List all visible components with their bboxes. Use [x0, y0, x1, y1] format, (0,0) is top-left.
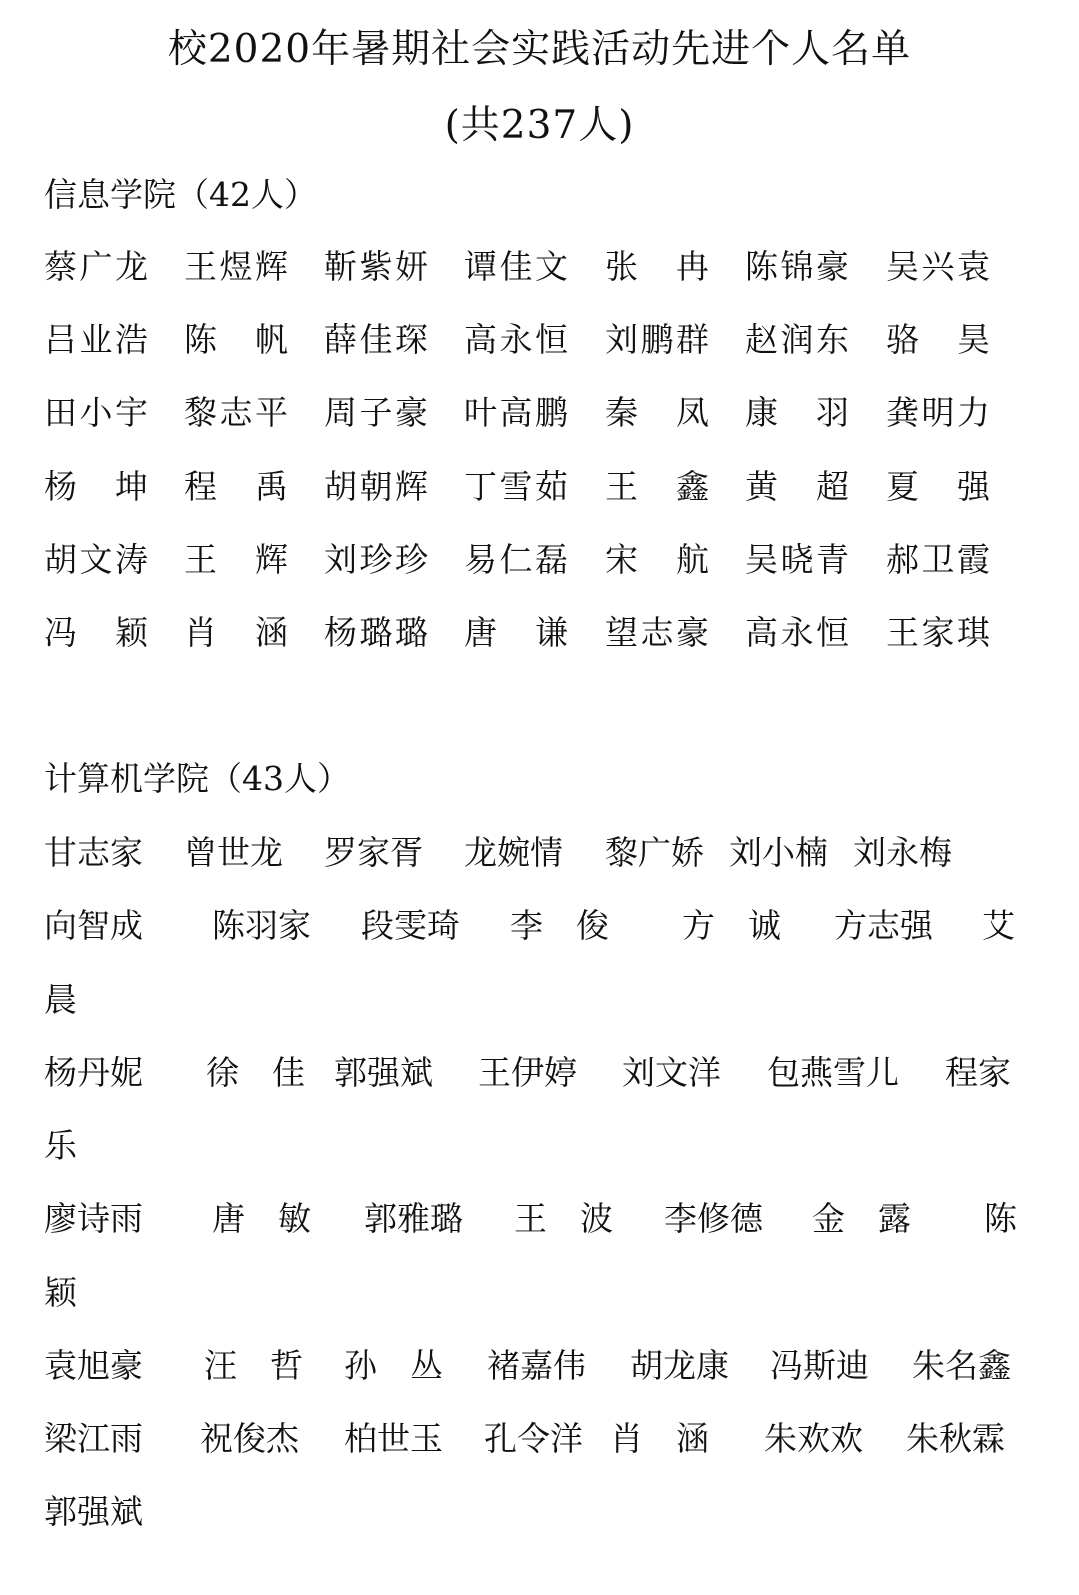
section-heading-info-college: 信息学院（42人） — [44, 175, 317, 214]
person-name: 汪 哲 — [204, 1346, 303, 1385]
person-name: 艾 — [982, 906, 1015, 945]
person-name: 蔡广龙 — [44, 247, 148, 286]
person-name: 方 诚 — [682, 906, 781, 945]
person-name: 黄超 — [745, 467, 849, 506]
person-name: 宋航 — [605, 540, 709, 579]
person-name: 靳紫妍 — [324, 247, 428, 286]
person-name: 田小宇 — [44, 393, 148, 432]
person-name: 肖 涵 — [610, 1419, 709, 1458]
person-name: 王 波 — [514, 1199, 613, 1238]
name-row — [0, 1419, 1079, 1462]
document-title: 校2020年暑期社会实践活动先进个人名单 — [167, 27, 912, 72]
name-row — [0, 247, 1079, 290]
person-name: 刘永梅 — [853, 833, 952, 872]
person-name: 冯斯迪 — [770, 1346, 869, 1385]
person-name: 朱欢欢 — [764, 1419, 863, 1458]
person-name: 刘珍珍 — [324, 540, 428, 579]
person-name: 祝俊杰 — [200, 1419, 299, 1458]
person-name: 黎志平 — [184, 393, 288, 432]
person-name: 杨璐璐 — [324, 613, 428, 652]
name-row — [0, 1199, 1079, 1242]
person-name: 晨 — [44, 980, 77, 1019]
person-name: 骆昊 — [886, 320, 990, 359]
person-name: 甘志家 — [44, 833, 143, 872]
name-row — [0, 1346, 1079, 1389]
person-name: 段雯琦 — [361, 906, 460, 945]
person-name: 冯颖 — [44, 613, 148, 652]
person-name: 李 俊 — [510, 906, 609, 945]
person-name: 陈锦豪 — [745, 247, 849, 286]
person-name: 程家 — [945, 1053, 1011, 1092]
person-name: 望志豪 — [605, 613, 709, 652]
person-name: 杨坤 — [44, 467, 148, 506]
name-row — [0, 393, 1079, 436]
person-name: 吴兴袁 — [886, 247, 990, 286]
name-row — [0, 540, 1079, 583]
person-name: 金 露 — [812, 1199, 911, 1238]
person-name: 周子豪 — [324, 393, 428, 432]
person-name: 陈羽家 — [212, 906, 311, 945]
person-name: 龙婉情 — [464, 833, 563, 872]
name-row — [0, 1273, 1079, 1316]
person-name: 刘小楠 — [729, 833, 828, 872]
person-name: 唐 敏 — [212, 1199, 311, 1238]
name-row — [0, 906, 1079, 949]
person-name: 秦凤 — [605, 393, 709, 432]
name-row — [0, 613, 1079, 656]
person-name: 颖 — [44, 1273, 77, 1312]
person-name: 龚明力 — [886, 393, 990, 432]
name-row — [0, 1492, 1079, 1535]
person-name: 罗家胥 — [324, 833, 423, 872]
person-name: 郭雅璐 — [364, 1199, 463, 1238]
person-name: 朱秋霖 — [906, 1419, 1005, 1458]
person-name: 王家琪 — [886, 613, 990, 652]
person-name: 张冉 — [605, 247, 709, 286]
person-name: 袁旭豪 — [44, 1346, 143, 1385]
person-name: 谭佳文 — [464, 247, 568, 286]
person-name: 王伊婷 — [478, 1053, 577, 1092]
person-name: 郭强斌 — [334, 1053, 433, 1092]
person-name: 吴晓青 — [745, 540, 849, 579]
person-name: 向智成 — [44, 906, 143, 945]
person-name: 叶高鹏 — [464, 393, 568, 432]
person-name: 褚嘉伟 — [487, 1346, 586, 1385]
person-name: 胡朝辉 — [324, 467, 428, 506]
person-name: 郭强斌 — [44, 1492, 143, 1531]
person-name: 胡龙康 — [630, 1346, 729, 1385]
person-name: 高永恒 — [745, 613, 849, 652]
person-name: 柏世玉 — [344, 1419, 443, 1458]
person-name: 孙 丛 — [344, 1346, 443, 1385]
person-name: 乐 — [44, 1126, 77, 1165]
name-row — [0, 980, 1079, 1023]
person-name: 方志强 — [834, 906, 933, 945]
person-name: 朱名鑫 — [912, 1346, 1011, 1385]
person-name: 刘文洋 — [622, 1053, 721, 1092]
person-name: 陈帆 — [184, 320, 288, 359]
person-name: 薛佳琛 — [324, 320, 428, 359]
person-name: 肖涵 — [184, 613, 288, 652]
person-name: 梁江雨 — [44, 1419, 143, 1458]
person-name: 孔令洋 — [484, 1419, 583, 1458]
name-row — [0, 467, 1079, 510]
person-name: 曾世龙 — [184, 833, 283, 872]
person-name: 郝卫霞 — [886, 540, 990, 579]
person-name: 高永恒 — [464, 320, 568, 359]
person-name: 王煜辉 — [184, 247, 288, 286]
name-row — [0, 320, 1079, 363]
person-name: 吕业浩 — [44, 320, 148, 359]
person-name: 赵润东 — [745, 320, 849, 359]
person-name: 王鑫 — [605, 467, 709, 506]
name-row — [0, 1053, 1079, 1096]
person-name: 夏强 — [886, 467, 990, 506]
person-name: 康羽 — [745, 393, 849, 432]
person-name: 程禹 — [184, 467, 288, 506]
person-name: 刘鹏群 — [605, 320, 709, 359]
person-name: 李修德 — [664, 1199, 763, 1238]
person-name: 杨丹妮 — [44, 1053, 143, 1092]
person-name: 黎广娇 — [605, 833, 704, 872]
person-name: 易仁磊 — [464, 540, 568, 579]
person-name: 王辉 — [184, 540, 288, 579]
person-name: 丁雪茹 — [464, 467, 568, 506]
person-name: 陈 — [984, 1199, 1017, 1238]
person-name: 胡文涛 — [44, 540, 148, 579]
person-name: 唐谦 — [464, 613, 568, 652]
name-row — [0, 1126, 1079, 1169]
person-name: 徐 佳 — [206, 1053, 305, 1092]
person-name: 包燕雪儿 — [767, 1053, 899, 1092]
person-name: 廖诗雨 — [44, 1199, 143, 1238]
section-heading-computer-college: 计算机学院（43人） — [44, 759, 350, 798]
name-row — [0, 833, 1079, 876]
document-total-count: (共237人) — [444, 103, 635, 148]
